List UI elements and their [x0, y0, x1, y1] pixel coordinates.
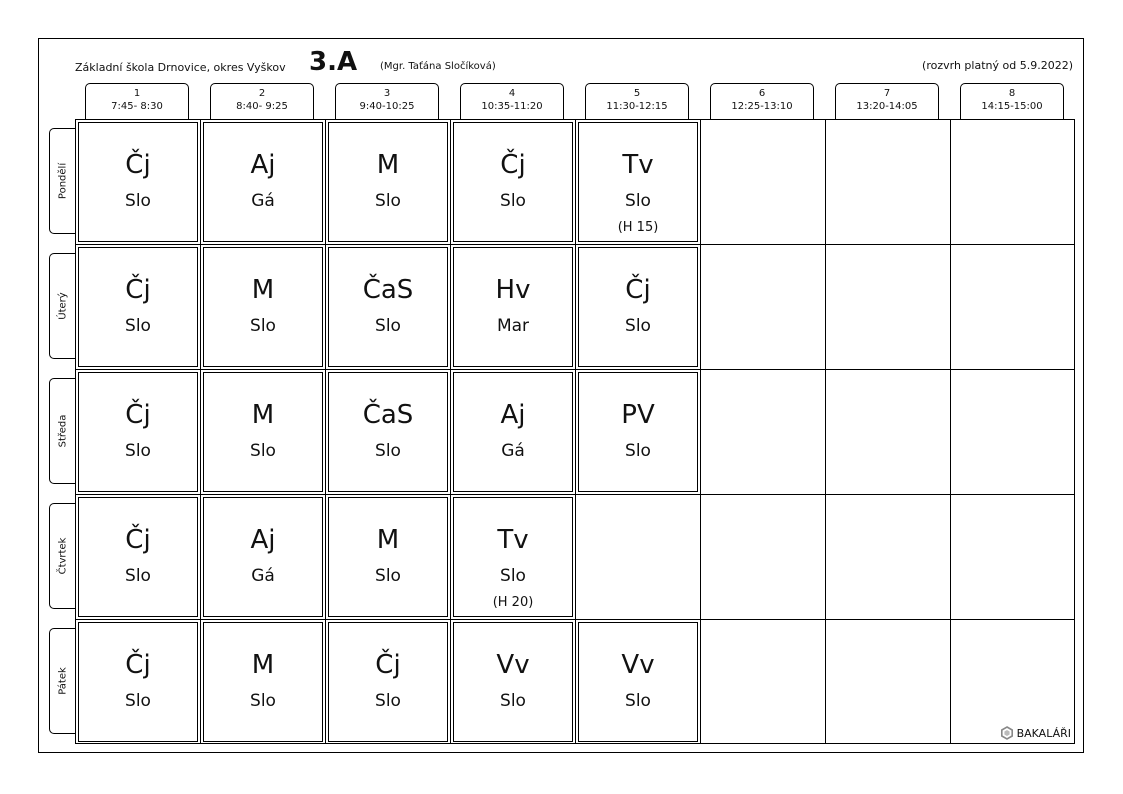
period-header	[460, 83, 564, 119]
lesson-cell	[451, 495, 575, 619]
lesson-subject: Vv	[496, 650, 530, 680]
period-number: 2	[258, 88, 266, 99]
lesson-subject: Tv	[622, 150, 654, 180]
lesson-cell	[326, 495, 450, 619]
lesson-subject: Čj	[125, 400, 151, 430]
bakalari-logo-icon	[1000, 726, 1014, 740]
lesson-teacher: Slo	[125, 191, 151, 211]
lesson-box	[203, 622, 323, 742]
period-number: 8	[1008, 88, 1016, 99]
period-time: 13:20-14:05	[856, 101, 918, 112]
period-header	[85, 83, 189, 119]
lesson-box	[78, 622, 198, 742]
lesson-teacher: Slo	[625, 191, 651, 211]
lesson-cell	[326, 370, 450, 494]
lesson-box	[328, 122, 448, 242]
period-number: 7	[883, 88, 891, 99]
lesson-cell	[326, 120, 450, 244]
lesson-subject: Čj	[125, 150, 151, 180]
lesson-cell	[326, 245, 450, 369]
lesson-cell	[576, 370, 700, 494]
lesson-teacher: Gá	[251, 191, 275, 211]
lesson-subject: PV	[621, 400, 655, 430]
timetable-grid	[75, 119, 1075, 744]
lesson-cell	[201, 245, 325, 369]
lesson-teacher: Gá	[501, 441, 525, 461]
lesson-subject: M	[251, 275, 275, 305]
period-header	[210, 83, 314, 119]
lesson-room: (H 20)	[492, 595, 534, 610]
day-label	[49, 503, 75, 609]
lesson-subject: Vv	[621, 650, 655, 680]
lesson-subject: Čj	[625, 275, 651, 305]
lesson-teacher: Slo	[500, 191, 526, 211]
lesson-subject: Aj	[250, 150, 276, 180]
period-number: 5	[633, 88, 641, 99]
lesson-teacher: Slo	[125, 441, 151, 461]
period-time: 10:35-11:20	[481, 101, 543, 112]
lesson-box	[453, 497, 573, 617]
lesson-cell	[76, 245, 200, 369]
period-header	[960, 83, 1064, 119]
lesson-room: (H 15)	[617, 220, 659, 235]
lesson-subject: Aj	[250, 525, 276, 555]
lesson-cell	[201, 120, 325, 244]
day-name: Středa	[57, 414, 68, 448]
lesson-teacher: Slo	[375, 691, 401, 711]
lesson-subject: ČaS	[362, 275, 414, 305]
class-teacher: (Mgr. Taťána Sločíková)	[380, 61, 496, 72]
period-number: 6	[758, 88, 766, 99]
lesson-teacher: Slo	[375, 191, 401, 211]
logo-text: BAKALÁŘI	[1016, 726, 1071, 740]
period-header	[710, 83, 814, 119]
lesson-cell	[76, 370, 200, 494]
lesson-box	[328, 497, 448, 617]
lesson-subject: ČaS	[362, 400, 414, 430]
period-time: 9:40-10:25	[359, 101, 415, 112]
period-header	[585, 83, 689, 119]
lesson-teacher: Mar	[496, 316, 530, 336]
lesson-box	[453, 372, 573, 492]
lesson-cell	[326, 620, 450, 744]
period-number: 4	[508, 88, 516, 99]
lesson-cell	[451, 245, 575, 369]
lesson-box	[328, 247, 448, 367]
lesson-teacher: Gá	[251, 566, 275, 586]
lesson-subject: Čj	[125, 525, 151, 555]
lesson-cell	[201, 370, 325, 494]
grid-line	[700, 120, 701, 743]
lesson-box	[203, 372, 323, 492]
period-header	[835, 83, 939, 119]
day-label	[49, 378, 75, 484]
grid-line	[825, 120, 826, 743]
day-label	[49, 253, 75, 359]
period-header	[335, 83, 439, 119]
lesson-cell	[201, 495, 325, 619]
day-name: Pondělí	[57, 162, 68, 200]
lesson-teacher: Slo	[625, 316, 651, 336]
grid-line	[950, 120, 951, 743]
lesson-teacher: Slo	[375, 566, 401, 586]
valid-from: (rozvrh platný od 5.9.2022)	[922, 59, 1073, 72]
lesson-box	[453, 247, 573, 367]
timetable-page	[38, 38, 1084, 753]
lesson-cell	[451, 620, 575, 744]
lesson-cell	[76, 120, 200, 244]
day-name: Úterý	[57, 292, 68, 320]
lesson-box	[203, 247, 323, 367]
period-time: 12:25-13:10	[731, 101, 793, 112]
lesson-teacher: Slo	[125, 691, 151, 711]
lesson-teacher: Slo	[250, 441, 276, 461]
lesson-box	[78, 497, 198, 617]
lesson-box	[453, 622, 573, 742]
lesson-teacher: Slo	[375, 441, 401, 461]
lesson-box	[78, 247, 198, 367]
lesson-teacher: Slo	[625, 691, 651, 711]
lesson-cell	[576, 620, 700, 744]
lesson-cell	[201, 620, 325, 744]
bakalari-logo	[1000, 726, 1071, 740]
lesson-cell	[76, 495, 200, 619]
lesson-teacher: Slo	[500, 566, 526, 586]
lesson-box	[328, 372, 448, 492]
lesson-subject: Aj	[500, 400, 526, 430]
day-label	[49, 628, 75, 734]
lesson-cell	[76, 620, 200, 744]
period-time: 8:40- 9:25	[236, 101, 288, 112]
lesson-box	[203, 122, 323, 242]
lesson-subject: Čj	[500, 150, 526, 180]
lesson-box	[328, 622, 448, 742]
lesson-subject: Hv	[495, 275, 531, 305]
lesson-teacher: Slo	[250, 316, 276, 336]
class-name: 3.A	[309, 47, 358, 77]
lesson-box	[578, 122, 698, 242]
lesson-teacher: Slo	[125, 566, 151, 586]
lesson-subject: Čj	[125, 650, 151, 680]
lesson-cell	[576, 245, 700, 369]
lesson-cell	[451, 120, 575, 244]
lesson-teacher: Slo	[250, 691, 276, 711]
lesson-box	[78, 372, 198, 492]
period-time: 7:45- 8:30	[111, 101, 163, 112]
lesson-box	[578, 622, 698, 742]
day-name: Pátek	[57, 667, 68, 695]
lesson-subject: M	[376, 150, 400, 180]
lesson-cell	[451, 370, 575, 494]
period-time: 14:15-15:00	[981, 101, 1043, 112]
lesson-subject: M	[376, 525, 400, 555]
lesson-subject: M	[251, 650, 275, 680]
day-name: Čtvrtek	[57, 537, 68, 575]
lesson-subject: Tv	[497, 525, 529, 555]
lesson-subject: Čj	[125, 275, 151, 305]
lesson-teacher: Slo	[500, 691, 526, 711]
lesson-subject: Čj	[375, 650, 401, 680]
lesson-box	[578, 372, 698, 492]
lesson-cell	[576, 120, 700, 244]
lesson-box	[578, 247, 698, 367]
lesson-teacher: Slo	[375, 316, 401, 336]
lesson-box	[453, 122, 573, 242]
school-name: Základní škola Drnovice, okres Vyškov	[75, 61, 286, 74]
lesson-box	[203, 497, 323, 617]
period-number: 3	[383, 88, 391, 99]
lesson-teacher: Slo	[625, 441, 651, 461]
lesson-subject: M	[251, 400, 275, 430]
period-number: 1	[133, 88, 141, 99]
lesson-box	[78, 122, 198, 242]
lesson-teacher: Slo	[125, 316, 151, 336]
period-time: 11:30-12:15	[606, 101, 668, 112]
day-label	[49, 128, 75, 234]
